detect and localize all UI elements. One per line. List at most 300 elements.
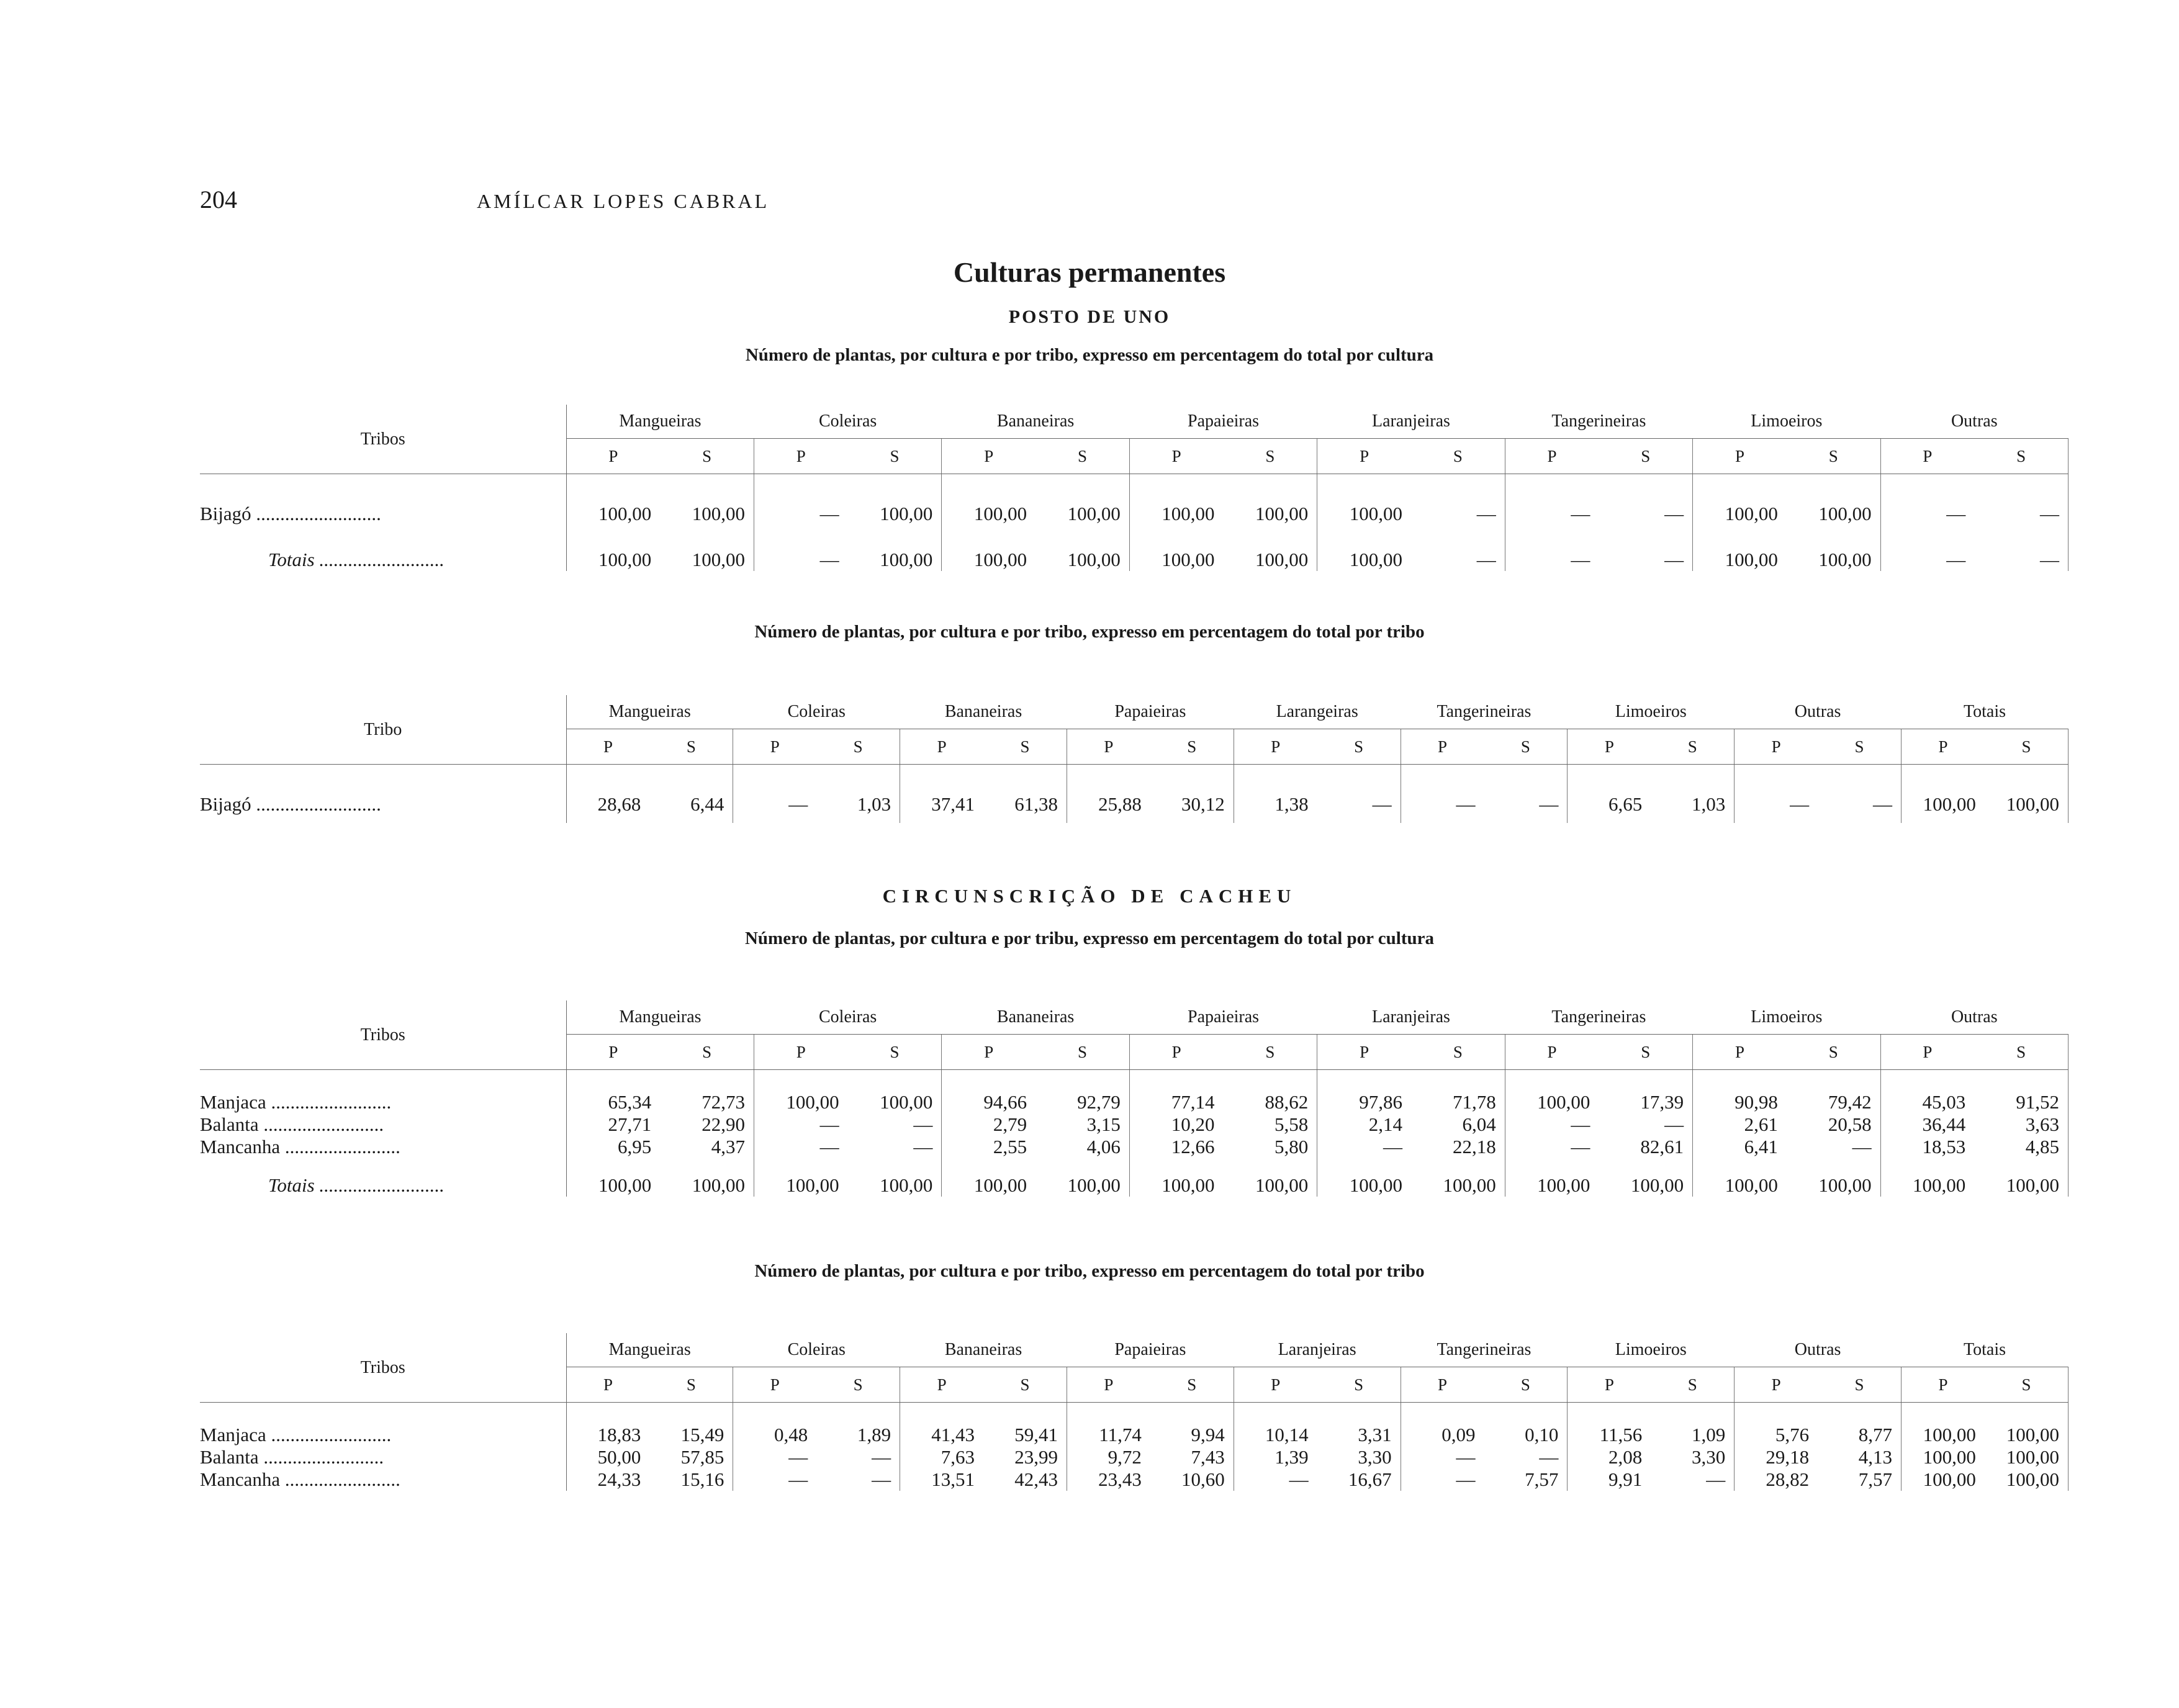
- table-cell: —: [1289, 1468, 1309, 1490]
- table-cell: 41,43: [931, 1424, 975, 1445]
- table-cell: —: [819, 503, 839, 524]
- culture-header: Papaieiras: [1067, 695, 1234, 729]
- culture-header: Larangeiras: [1234, 695, 1401, 729]
- table-cell: 100,00: [848, 495, 942, 533]
- culture-header: Outras: [1880, 405, 2068, 439]
- table-cell: 50,00: [597, 1446, 641, 1468]
- table-cell: 7,63: [941, 1446, 975, 1468]
- table-cell: —: [816, 1446, 900, 1468]
- sub-header: P: [566, 439, 660, 474]
- tribe-name: Balanta .........................: [200, 1446, 566, 1468]
- table-cell: 100,00: [660, 495, 754, 533]
- table-cell: 100,00: [598, 549, 652, 570]
- table-cell: —: [1411, 533, 1505, 571]
- table-cell: 13,51: [931, 1468, 975, 1490]
- table-cell: 100,00: [1411, 1158, 1505, 1197]
- table-cell: 4,85: [1974, 1136, 2068, 1158]
- table-uno-by-tribe: [200, 695, 2068, 823]
- table-cell: 100,00: [660, 1158, 754, 1197]
- table-cell: 5,76: [1775, 1424, 1810, 1445]
- sub-header: P: [1129, 439, 1223, 474]
- sub-header: S: [1317, 1367, 1401, 1403]
- table-cell: —: [1571, 1136, 1590, 1157]
- culture-header: Laranjeiras: [1234, 1333, 1401, 1367]
- table-cell: 4,13: [1818, 1446, 1901, 1468]
- table-cell: —: [1787, 1136, 1880, 1158]
- table-row: [200, 1446, 2068, 1468]
- table-cell: 11,74: [1099, 1424, 1142, 1445]
- table-cell: 100,00: [1985, 786, 2068, 823]
- table-cell: 94,66: [983, 1091, 1027, 1113]
- table-cell: 24,33: [597, 1468, 641, 1490]
- table-row: [200, 786, 2068, 823]
- table-cell: —: [819, 549, 839, 570]
- culture-header: Mangueiras: [566, 1000, 754, 1035]
- culture-header: Tangerineiras: [1505, 1000, 1692, 1035]
- sub-header: S: [816, 729, 900, 765]
- culture-header: Papaieiras: [1067, 1333, 1234, 1367]
- culture-header: Tangerineiras: [1401, 695, 1568, 729]
- culture-header: Coleiras: [733, 1333, 900, 1367]
- tribe-column-header: Tribos: [200, 405, 566, 474]
- running-head: AMÍLCAR LOPES CABRAL: [477, 190, 770, 212]
- table-cell: 100,00: [848, 1158, 942, 1197]
- table-cell: 100,00: [1923, 1424, 1976, 1445]
- culture-header: Outras: [1880, 1000, 2068, 1035]
- sub-header: S: [1484, 1367, 1567, 1403]
- table-cell: 28,82: [1766, 1468, 1810, 1490]
- table-cell: 15,49: [649, 1424, 733, 1446]
- table-cell: —: [1818, 786, 1901, 823]
- table-cell: 3,31: [1317, 1424, 1401, 1446]
- sub-header: S: [1224, 439, 1317, 474]
- culture-header: Coleiras: [754, 405, 941, 439]
- table-cell: 2,08: [1608, 1446, 1643, 1468]
- table-cell: 7,43: [1150, 1446, 1234, 1468]
- tribe-name: Balanta .........................: [200, 1113, 566, 1136]
- culture-header: Papaieiras: [1129, 1000, 1317, 1035]
- table-cell: 71,78: [1411, 1091, 1505, 1113]
- sub-header: P: [1317, 1035, 1411, 1070]
- table-cell: —: [1383, 1136, 1402, 1157]
- table-row: [200, 1136, 2068, 1158]
- table-cell: 20,58: [1787, 1113, 1880, 1136]
- table-cell: —: [788, 1468, 808, 1490]
- table-cell: —: [1456, 1468, 1476, 1490]
- table-cell: 100,00: [598, 503, 652, 524]
- sub-header: S: [649, 1367, 733, 1403]
- table-cell: 97,86: [1359, 1091, 1402, 1113]
- table-cell: 100,00: [1537, 1091, 1590, 1113]
- sub-header: P: [566, 729, 649, 765]
- table-cell: 4,37: [660, 1136, 754, 1158]
- table-cell: 6,44: [649, 786, 733, 823]
- sub-header: S: [1411, 1035, 1505, 1070]
- culture-header: Mangueiras: [566, 405, 754, 439]
- tribe-name: Bijagó ..........................: [200, 786, 566, 823]
- sub-header: P: [900, 1367, 983, 1403]
- table-cell: 1,89: [816, 1424, 900, 1446]
- tribe-column-header: Tribos: [200, 1333, 566, 1403]
- table-cell: —: [788, 1446, 808, 1468]
- table-cell: 100,00: [1162, 1174, 1215, 1196]
- section-title-cacheu: CIRCUNSCRIÇÃO DE CACHEU: [882, 885, 1297, 907]
- table-cell: 100,00: [1923, 1468, 1976, 1490]
- table-cell: 100,00: [1787, 533, 1880, 571]
- table-cell: —: [1946, 503, 1966, 524]
- table-cell: 100,00: [1974, 1158, 2068, 1197]
- sub-header: S: [1651, 1367, 1734, 1403]
- table-cell: 6,65: [1608, 793, 1643, 815]
- table-cell: 2,14: [1368, 1113, 1402, 1135]
- sub-header: S: [660, 439, 754, 474]
- table-cell: 100,00: [1035, 495, 1129, 533]
- table-cell: 100,00: [1923, 793, 1976, 815]
- sub-header: P: [1735, 1367, 1818, 1403]
- sub-header: P: [1568, 729, 1651, 765]
- sub-header: P: [1880, 439, 1974, 474]
- table-caption-cacheu-tribe: Número de plantas, por cultura e por tribo, expresso em percentagem do total por tribo: [754, 1261, 1425, 1281]
- sub-header: S: [1787, 1035, 1880, 1070]
- tribe-name: Bijagó ..........................: [200, 495, 566, 533]
- tribe-name: Totais ..........................: [200, 533, 566, 571]
- page-number: 204: [200, 186, 237, 214]
- table-cell: 29,18: [1766, 1446, 1810, 1468]
- table-cell: 100,00: [1985, 1446, 2068, 1468]
- table-cell: 100,00: [973, 1174, 1027, 1196]
- table-cell: 9,91: [1608, 1468, 1643, 1490]
- table-cell: 82,61: [1599, 1136, 1692, 1158]
- culture-header: Limoeiros: [1568, 1333, 1735, 1367]
- table-cell: —: [1571, 1113, 1590, 1135]
- table-cell: 22,18: [1411, 1136, 1505, 1158]
- table-cell: 79,42: [1787, 1091, 1880, 1113]
- tribe-name: Manjaca .........................: [200, 1424, 566, 1446]
- table-cell: 2,55: [993, 1136, 1027, 1157]
- table-cell: —: [1571, 549, 1590, 570]
- table-cell: 100,00: [1224, 533, 1317, 571]
- table-cell: 100,00: [660, 533, 754, 571]
- table-cell: 100,00: [1923, 1446, 1976, 1468]
- table-cell: 100,00: [973, 503, 1027, 524]
- culture-header: Tangerineiras: [1505, 405, 1692, 439]
- table-cell: 18,53: [1922, 1136, 1966, 1157]
- table-cell: 2,61: [1744, 1113, 1778, 1135]
- culture-header: Outras: [1735, 1333, 1902, 1367]
- culture-header: Tangerineiras: [1401, 1333, 1568, 1367]
- table-cell: —: [1974, 495, 2068, 533]
- table-cell: 100,00: [1162, 549, 1215, 570]
- sub-header: P: [733, 1367, 816, 1403]
- table-cell: 10,60: [1150, 1468, 1234, 1491]
- sub-header: S: [1484, 729, 1567, 765]
- culture-header: Totais: [1902, 1333, 2068, 1367]
- table-cell: 36,44: [1922, 1113, 1966, 1135]
- sub-header: P: [1693, 439, 1787, 474]
- table-cell: 59,41: [983, 1424, 1067, 1446]
- tribe-name: Manjaca .........................: [200, 1091, 566, 1113]
- culture-header: Bananeiras: [942, 405, 1129, 439]
- table-cell: 100,00: [1224, 495, 1317, 533]
- sub-header: S: [1818, 729, 1901, 765]
- tribe-name: Mancanha ........................: [200, 1468, 566, 1491]
- table-cell: 100,00: [1985, 1468, 2068, 1491]
- table-cell: 2,79: [993, 1113, 1027, 1135]
- sub-header: P: [733, 729, 816, 765]
- table-cell: —: [848, 1113, 942, 1136]
- sub-header: S: [1787, 439, 1880, 474]
- table-cell: 100,00: [786, 1174, 839, 1196]
- table-cell: —: [1599, 495, 1692, 533]
- culture-header: Coleiras: [754, 1000, 941, 1035]
- table-cell: 30,12: [1150, 786, 1234, 823]
- table-cell: 22,90: [660, 1113, 754, 1136]
- table-cell: 100,00: [1787, 495, 1880, 533]
- tribe-name: Totais ..........................: [200, 1158, 566, 1197]
- table-cell: —: [1411, 495, 1505, 533]
- table-cell: 100,00: [1224, 1158, 1317, 1197]
- table-cell: 92,79: [1035, 1091, 1129, 1113]
- sub-header: S: [1035, 439, 1129, 474]
- table-cell: 3,15: [1035, 1113, 1129, 1136]
- table-cell: —: [816, 1468, 900, 1491]
- table-cell: 11,56: [1599, 1424, 1643, 1445]
- culture-header: Coleiras: [733, 695, 900, 729]
- table-cell: 10,14: [1265, 1424, 1309, 1445]
- table-row: [200, 1424, 2068, 1446]
- table-cell: 100,00: [973, 549, 1027, 570]
- culture-header: Limoeiros: [1693, 1000, 1880, 1035]
- table-cell: 88,62: [1224, 1091, 1317, 1113]
- culture-header: Limoeiros: [1568, 695, 1735, 729]
- table-cell: 6,04: [1411, 1113, 1505, 1136]
- sub-header: P: [566, 1367, 649, 1403]
- table-cell: —: [1599, 1113, 1692, 1136]
- table-cell: 100,00: [1725, 1174, 1778, 1196]
- table-cell: 65,34: [608, 1091, 652, 1113]
- sub-header: S: [983, 1367, 1067, 1403]
- table-cell: 100,00: [1599, 1158, 1692, 1197]
- table-cell: 100,00: [1162, 503, 1215, 524]
- sub-header: P: [1317, 439, 1411, 474]
- table-caption-cacheu-culture: Número de plantas, por cultura e por tribu, expresso em percentagem do total por cultura: [744, 928, 1434, 948]
- table-cell: 6,41: [1744, 1136, 1778, 1157]
- sub-header: S: [649, 729, 733, 765]
- sub-header: S: [1150, 1367, 1234, 1403]
- culture-header: Totais: [1902, 695, 2068, 729]
- section-title-posto-uno: POSTO DE UNO: [1008, 307, 1171, 327]
- sub-header: P: [1067, 1367, 1150, 1403]
- table-cell: 1,38: [1274, 793, 1309, 815]
- table-cacheu-by-tribe: [200, 1333, 2068, 1491]
- table-cell: 16,67: [1317, 1468, 1401, 1491]
- table-cell: 10,20: [1171, 1113, 1215, 1135]
- table-cell: 100,00: [1349, 549, 1402, 570]
- sub-header: P: [1505, 1035, 1599, 1070]
- table-cell: 100,00: [1537, 1174, 1590, 1196]
- table-cell: 18,83: [597, 1424, 641, 1445]
- sub-header: S: [848, 439, 942, 474]
- tribe-name: Mancanha ........................: [200, 1136, 566, 1158]
- table-cell: 57,85: [649, 1446, 733, 1468]
- sub-header: S: [1985, 729, 2068, 765]
- sub-header: P: [942, 1035, 1035, 1070]
- table-row: [200, 495, 2068, 533]
- sub-header: P: [1902, 729, 1985, 765]
- table-cell: 42,43: [983, 1468, 1067, 1491]
- table-cell: —: [1599, 533, 1692, 571]
- sub-header: P: [1067, 729, 1150, 765]
- table-row: [200, 1158, 2068, 1197]
- sub-header: S: [816, 1367, 900, 1403]
- table-caption-uno-tribe: Número de plantas, por cultura e por tribo, expresso em percentagem do total por tribo: [754, 622, 1425, 642]
- table-cell: 7,57: [1484, 1468, 1567, 1491]
- table-cell: 25,88: [1098, 793, 1142, 815]
- sub-header: P: [1234, 1367, 1317, 1403]
- table-row: [200, 1468, 2068, 1491]
- table-cell: —: [1571, 503, 1590, 524]
- table-cell: 100,00: [1349, 503, 1402, 524]
- table-cell: 0,10: [1484, 1424, 1567, 1446]
- table-cell: —: [819, 1136, 839, 1157]
- sub-header: S: [1974, 439, 2068, 474]
- table-cell: —: [1317, 786, 1401, 823]
- tribe-column-header: Tribo: [200, 695, 566, 765]
- table-cell: 9,72: [1108, 1446, 1142, 1468]
- sub-header: S: [1599, 1035, 1692, 1070]
- sub-header: S: [660, 1035, 754, 1070]
- sub-header: P: [566, 1035, 660, 1070]
- table-cell: 90,98: [1735, 1091, 1778, 1113]
- table-cell: 1,03: [816, 786, 900, 823]
- table-cell: —: [1456, 793, 1476, 815]
- sub-header: S: [1224, 1035, 1317, 1070]
- sub-header: S: [1317, 729, 1401, 765]
- table-row: [200, 533, 2068, 571]
- table-cell: —: [1790, 793, 1810, 815]
- table-cell: 37,41: [931, 793, 975, 815]
- sub-header: P: [1902, 1367, 1985, 1403]
- table-cacheu-by-culture: [200, 1000, 2068, 1197]
- culture-header: Mangueiras: [566, 695, 733, 729]
- sub-header: S: [1150, 729, 1234, 765]
- table-caption-uno-culture: Número de plantas, por cultura e por tribo, expresso em percentagem do total por cultura: [745, 345, 1434, 365]
- table-cell: 4,06: [1035, 1136, 1129, 1158]
- sub-header: P: [754, 439, 847, 474]
- table-cell: —: [1456, 1446, 1476, 1468]
- table-cell: 5,58: [1224, 1113, 1317, 1136]
- table-cell: 100,00: [1725, 503, 1778, 524]
- table-cell: 100,00: [1787, 1158, 1880, 1197]
- table-cell: —: [819, 1113, 839, 1135]
- sub-header: S: [1818, 1367, 1901, 1403]
- table-cell: 1,39: [1274, 1446, 1309, 1468]
- table-cell: 8,77: [1818, 1424, 1901, 1446]
- culture-header: Bananeiras: [900, 695, 1067, 729]
- table-cell: 100,00: [1985, 1424, 2068, 1446]
- sub-header: P: [1568, 1367, 1651, 1403]
- table-cell: 100,00: [1349, 1174, 1402, 1196]
- table-cell: 100,00: [1035, 1158, 1129, 1197]
- table-cell: —: [1484, 786, 1567, 823]
- table-cell: 100,00: [786, 1091, 839, 1113]
- table-cell: 23,43: [1098, 1468, 1142, 1490]
- table-cell: 100,00: [1913, 1174, 1966, 1196]
- table-cell: 100,00: [848, 533, 942, 571]
- sub-header: P: [1693, 1035, 1787, 1070]
- tribe-column-header: Tribos: [200, 1000, 566, 1070]
- sub-header: P: [1401, 1367, 1484, 1403]
- table-cell: —: [788, 793, 808, 815]
- table-cell: 3,30: [1651, 1446, 1734, 1468]
- table-cell: 45,03: [1922, 1091, 1966, 1113]
- table-cell: 0,48: [774, 1424, 808, 1445]
- table-uno-by-culture: [200, 405, 2068, 571]
- sub-header: S: [1411, 439, 1505, 474]
- sub-header: S: [1985, 1367, 2068, 1403]
- table-cell: 7,57: [1818, 1468, 1901, 1491]
- sub-header: S: [1035, 1035, 1129, 1070]
- table-cell: 100,00: [848, 1091, 942, 1113]
- culture-header: Laranjeiras: [1317, 405, 1505, 439]
- sub-header: P: [1735, 729, 1818, 765]
- culture-header: Bananeiras: [900, 1333, 1067, 1367]
- table-cell: 1,03: [1651, 786, 1734, 823]
- culture-header: Limoeiros: [1693, 405, 1880, 439]
- table-cell: 5,80: [1224, 1136, 1317, 1158]
- sub-header: P: [942, 439, 1035, 474]
- sub-header: P: [1234, 729, 1317, 765]
- table-cell: 100,00: [1035, 533, 1129, 571]
- table-cell: 6,95: [617, 1136, 652, 1157]
- table-cell: —: [1651, 1468, 1734, 1491]
- culture-header: Bananeiras: [942, 1000, 1129, 1035]
- table-cell: —: [1946, 549, 1966, 570]
- table-cell: 12,66: [1171, 1136, 1215, 1157]
- culture-header: Laranjeiras: [1317, 1000, 1505, 1035]
- table-cell: 91,52: [1974, 1091, 2068, 1113]
- table-cell: 1,09: [1651, 1424, 1734, 1446]
- sub-header: P: [754, 1035, 847, 1070]
- table-cell: —: [1484, 1446, 1567, 1468]
- sub-header: P: [1880, 1035, 1974, 1070]
- sub-header: S: [983, 729, 1067, 765]
- table-cell: 72,73: [660, 1091, 754, 1113]
- table-cell: 9,94: [1150, 1424, 1234, 1446]
- sub-header: P: [1401, 729, 1484, 765]
- sub-header: P: [900, 729, 983, 765]
- sub-header: S: [848, 1035, 942, 1070]
- table-cell: 28,68: [597, 793, 641, 815]
- table-cell: —: [848, 1136, 942, 1158]
- table-cell: 27,71: [608, 1113, 652, 1135]
- sub-header: S: [1974, 1035, 2068, 1070]
- table-cell: 3,30: [1317, 1446, 1401, 1468]
- table-cell: 15,16: [649, 1468, 733, 1491]
- table-cell: 77,14: [1171, 1091, 1215, 1113]
- table-row: [200, 1113, 2068, 1136]
- sub-header: S: [1651, 729, 1734, 765]
- table-cell: 100,00: [1725, 549, 1778, 570]
- table-cell: 3,63: [1974, 1113, 2068, 1136]
- table-cell: 23,99: [983, 1446, 1067, 1468]
- table-cell: 0,09: [1441, 1424, 1476, 1445]
- table-cell: 100,00: [598, 1174, 652, 1196]
- culture-header: Outras: [1735, 695, 1902, 729]
- table-cell: 61,38: [983, 786, 1067, 823]
- main-title: Culturas permanentes: [953, 256, 1226, 288]
- sub-header: S: [1599, 439, 1692, 474]
